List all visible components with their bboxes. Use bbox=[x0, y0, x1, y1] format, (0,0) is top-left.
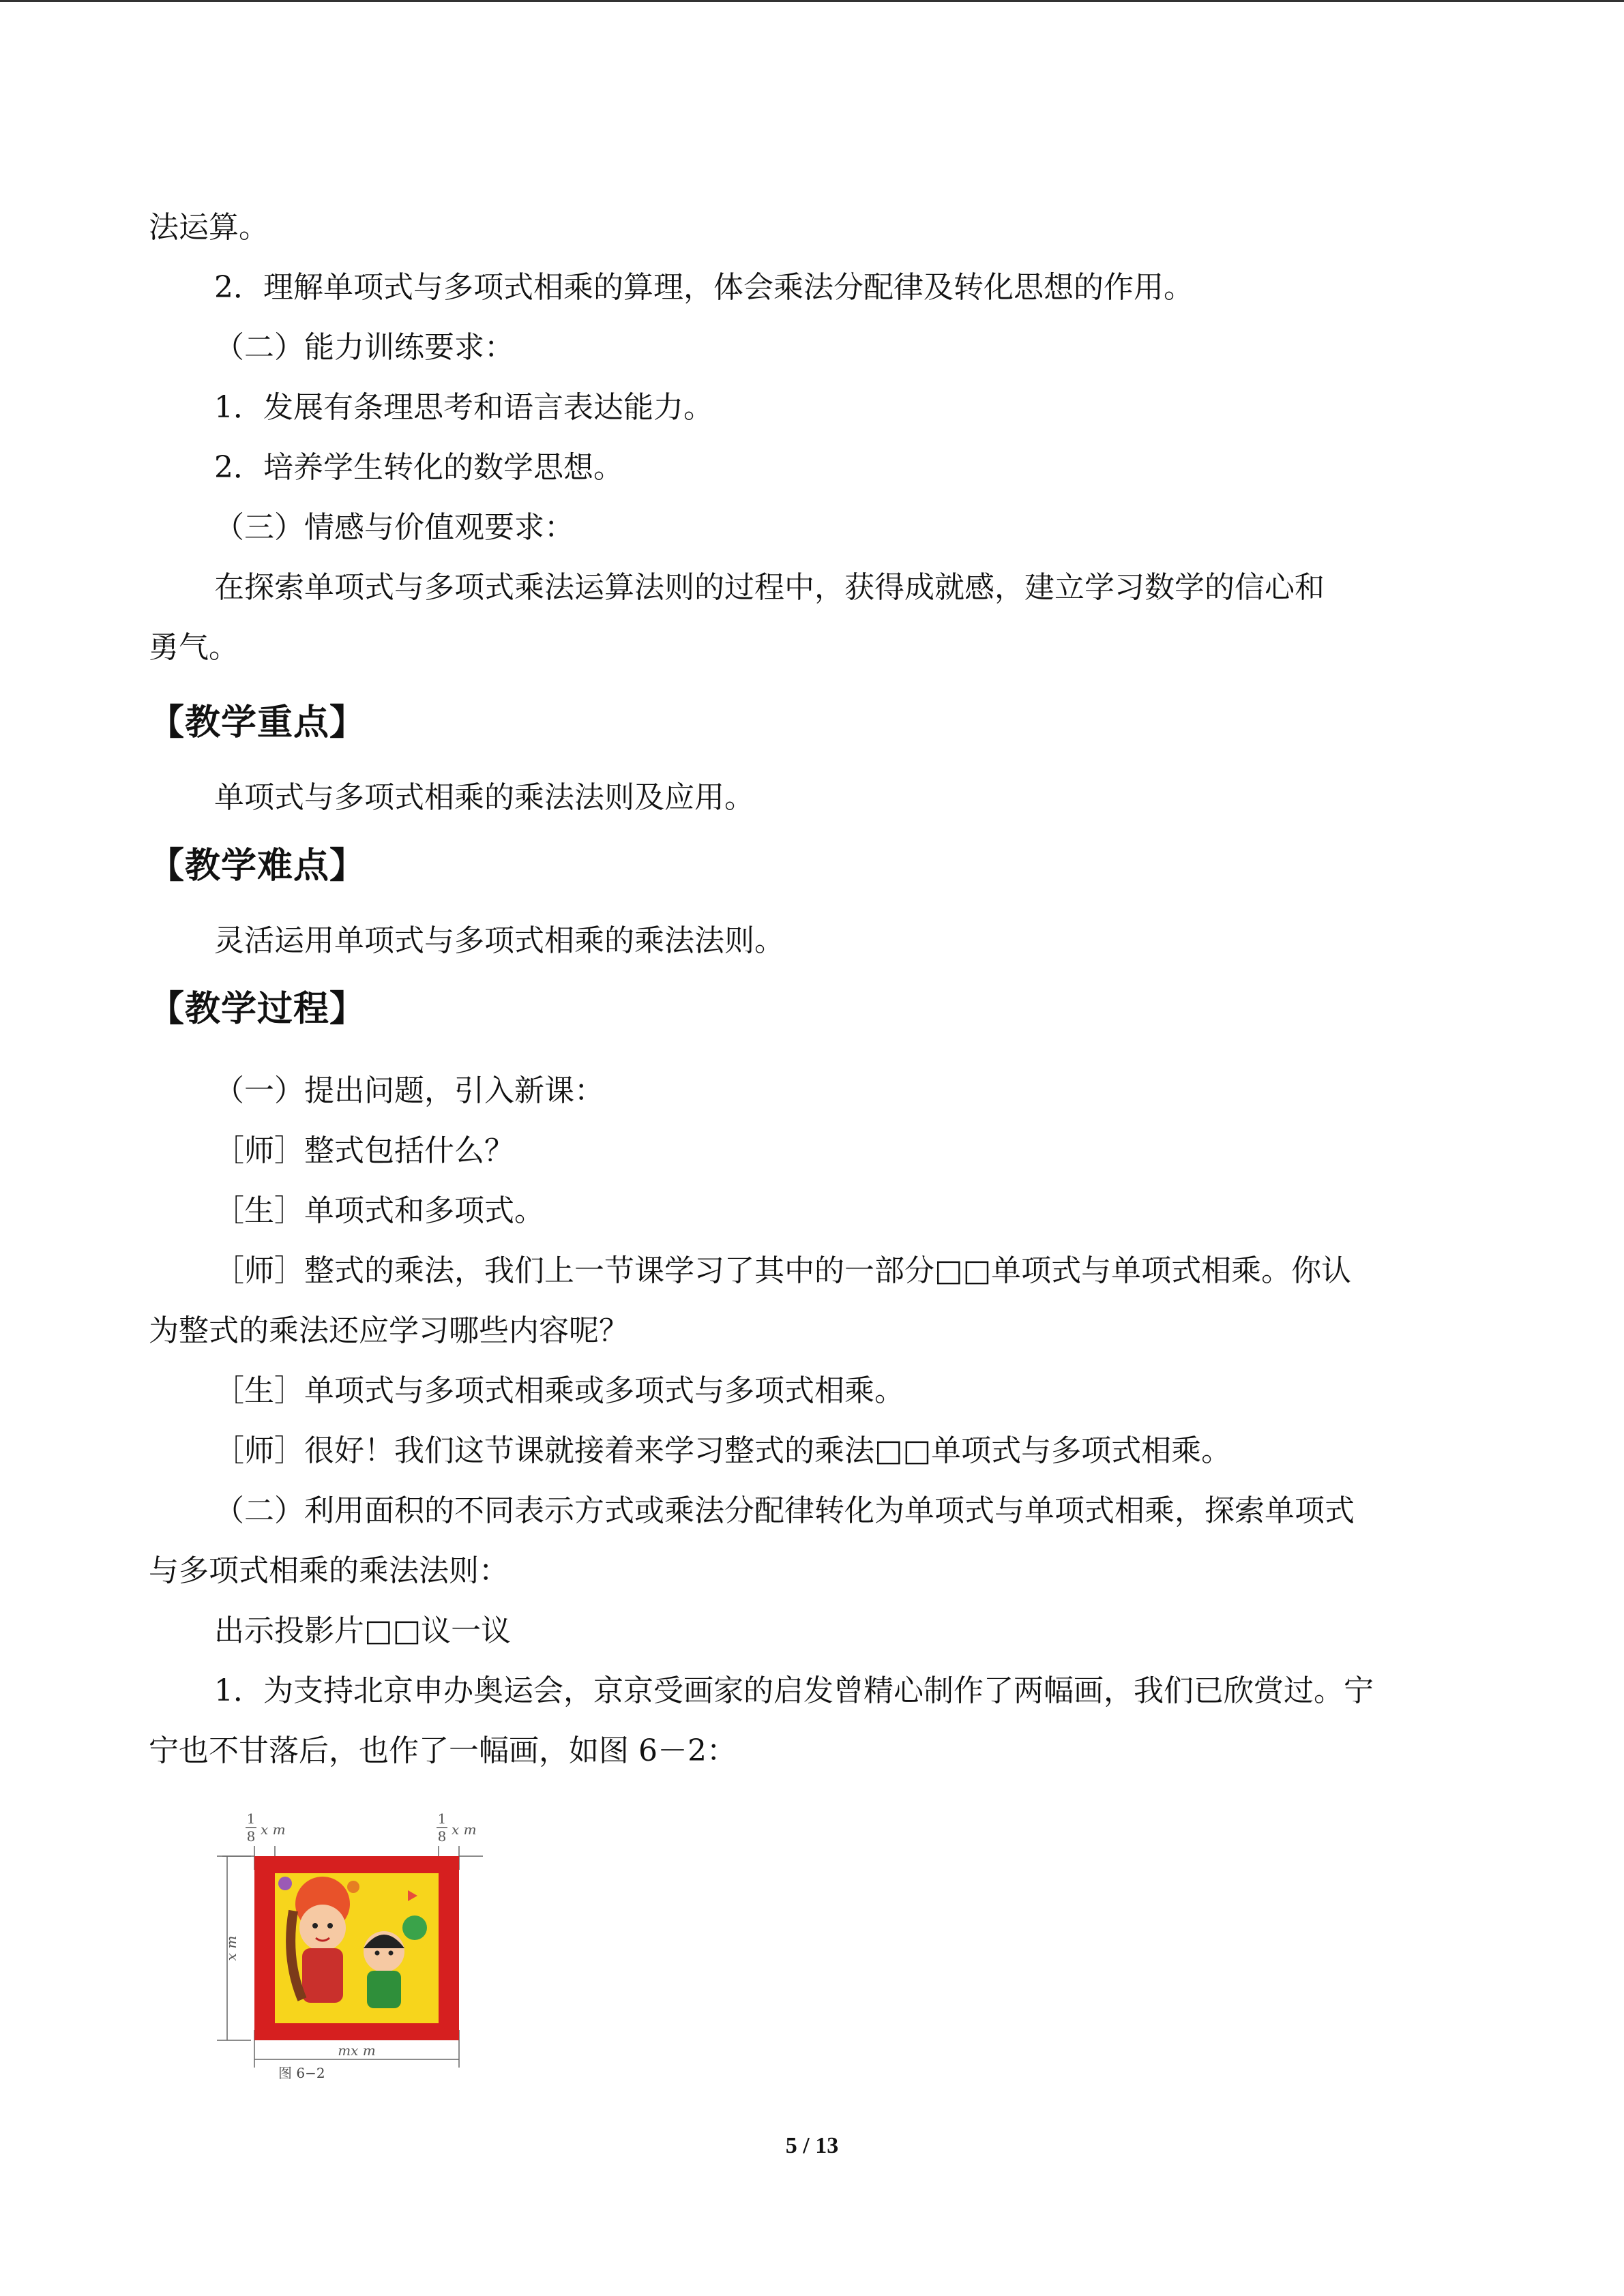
top-right-dimension bbox=[437, 1810, 477, 1845]
emotion-text-line-2: 勇气。 bbox=[149, 630, 239, 665]
ability-1: 1．发展有条理思考和语言表达能力。 bbox=[214, 390, 713, 425]
figure-6-2 bbox=[149, 1808, 531, 2081]
top-left-dimension bbox=[246, 1810, 286, 1845]
process-line: 为整式的乘法还应学习哪些内容呢？ bbox=[149, 1313, 629, 1348]
key-points-text: 单项式与多项式相乘的乘法法则及应用。 bbox=[214, 780, 754, 815]
emotion-text-line-1: 在探索单项式与多项式乘法运算法则的过程中，获得成就感，建立学习数学的信心和 bbox=[214, 570, 1325, 605]
process-line: ［师］很好！我们这节课就接着来学习整式的乘法□□单项式与多项式相乘。 bbox=[214, 1433, 1232, 1468]
fraction-numerator: 1 bbox=[437, 1810, 447, 1827]
fraction-denominator: 8 bbox=[437, 1828, 447, 1845]
top-left-label: x m bbox=[261, 1821, 286, 1838]
process-line: 出示投影片□□议一议 bbox=[214, 1613, 512, 1648]
paragraph-continuation: 法运算。 bbox=[149, 210, 269, 245]
process-heading: 【教学过程】 bbox=[149, 989, 366, 1030]
process-line: ［生］单项式和多项式。 bbox=[214, 1193, 544, 1228]
process-line: （一）提出问题，引入新课： bbox=[214, 1073, 604, 1108]
fraction-denominator: 8 bbox=[246, 1828, 256, 1845]
figure-caption: 图 6−2 bbox=[278, 2065, 325, 2081]
left-dimension-label: x m bbox=[223, 1935, 239, 1961]
process-line: 与多项式相乘的乘法法则： bbox=[149, 1553, 509, 1588]
difficulties-text: 灵活运用单项式与多项式相乘的乘法法则。 bbox=[214, 923, 784, 958]
page-top-border bbox=[0, 0, 1624, 2]
process-line: （二）利用面积的不同表示方式或乘法分配律转化为单项式与单项式相乘，探索单项式 bbox=[214, 1493, 1355, 1528]
ability-requirements-heading: （二）能力训练要求： bbox=[214, 330, 514, 365]
key-points-heading: 【教学重点】 bbox=[149, 702, 366, 743]
page-number: 5 / 13 bbox=[785, 2133, 839, 2158]
process-line: 1．为支持北京申办奥运会，京京受画家的启发曾精心制作了两幅画，我们已欣赏过。宁 bbox=[214, 1673, 1374, 1708]
fraction-numerator: 1 bbox=[246, 1810, 256, 1827]
bottom-dimension-label: mx m bbox=[338, 2042, 376, 2059]
process-line: ［生］单项式与多项式相乘或多项式与多项式相乘。 bbox=[214, 1373, 904, 1408]
top-right-label: x m bbox=[452, 1821, 477, 1838]
document-body bbox=[149, 198, 1465, 2081]
process-line: 宁也不甘落后，也作了一幅画，如图 6－2： bbox=[149, 1733, 737, 1768]
process-section bbox=[149, 1061, 1465, 1781]
objective-2: 2．理解单项式与多项式相乘的算理，体会乘法分配律及转化思想的作用。 bbox=[214, 270, 1194, 305]
painting-diagram bbox=[149, 1808, 531, 2081]
process-line: ［师］整式的乘法，我们上一节课学习了其中的一部分□□单项式与单项式相乘。你认 bbox=[214, 1253, 1352, 1288]
process-line: ［师］整式包括什么？ bbox=[214, 1133, 514, 1168]
ability-2: 2．培养学生转化的数学思想。 bbox=[214, 450, 623, 485]
emotion-requirements-heading: （三）情感与价值观要求： bbox=[214, 510, 574, 545]
difficulties-heading: 【教学难点】 bbox=[149, 846, 366, 886]
